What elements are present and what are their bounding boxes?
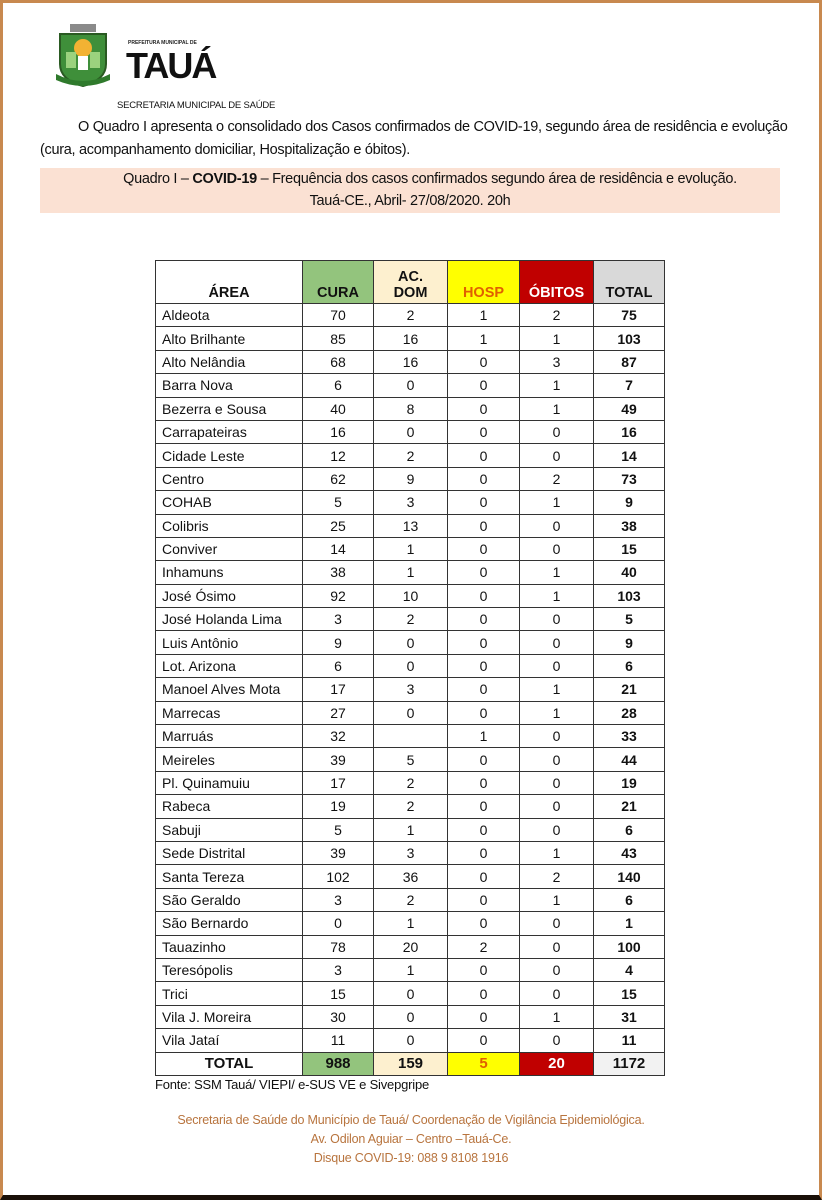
cell-cura: 5 (303, 491, 374, 514)
cell-cura: 5 (303, 818, 374, 841)
cell-acdom: 0 (374, 1005, 448, 1028)
cell-total: 103 (594, 327, 665, 350)
table-row (156, 678, 665, 701)
cell-acdom: 2 (374, 444, 448, 467)
cell-acdom: 16 (374, 327, 448, 350)
cell-acdom: 16 (374, 350, 448, 373)
cell-cura: 19 (303, 795, 374, 818)
cell-cura: 11 (303, 1029, 374, 1052)
caption-suffix: – Frequência dos casos confirmados segundo área de residência e evolução. (256, 171, 737, 187)
cell-acdom: 0 (374, 654, 448, 677)
table-row (156, 537, 665, 560)
table-row (156, 818, 665, 841)
footer-line3: Disque COVID-19: 088 9 8108 1916 (313, 1151, 509, 1165)
cell-hosp: 0 (448, 841, 520, 864)
table-row (156, 327, 665, 350)
table-row (156, 584, 665, 607)
table-row (156, 350, 665, 373)
cell-cura: 3 (303, 608, 374, 631)
cell-obitos: 1 (520, 327, 594, 350)
cell-acdom: 1 (374, 537, 448, 560)
cell-cura: 14 (303, 537, 374, 560)
cell-total: 38 (594, 514, 665, 537)
table-row (156, 912, 665, 935)
cell-obitos: 3 (520, 350, 594, 373)
cell-obitos: 0 (520, 982, 594, 1005)
cell-area: Vila Jataí (156, 1029, 303, 1052)
cell-cura: 30 (303, 1005, 374, 1028)
cell-total: 15 (594, 982, 665, 1005)
cell-obitos: 1 (520, 888, 594, 911)
cell-total: 75 (594, 304, 665, 327)
cell-obitos: 1 (520, 561, 594, 584)
cell-total: 140 (594, 865, 665, 888)
cell-obitos: 0 (520, 935, 594, 958)
table-row (156, 561, 665, 584)
table-row (156, 304, 665, 327)
header-acdom-line1: AC. (398, 269, 423, 285)
cell-cura: 3 (303, 958, 374, 981)
cell-cura: 85 (303, 327, 374, 350)
table-row (156, 444, 665, 467)
header-hosp: HOSP (448, 261, 520, 304)
coat-of-arms-icon (56, 22, 246, 92)
cell-cura: 62 (303, 467, 374, 490)
cell-obitos: 0 (520, 748, 594, 771)
source-note: Fonte: SSM Tauá/ VIEPI/ e-SUS VE e Sivepgripe (155, 1077, 430, 1092)
table-row (156, 491, 665, 514)
table-row (156, 374, 665, 397)
cell-cura: 17 (303, 771, 374, 794)
cell-total: 4 (594, 958, 665, 981)
cell-total: 87 (594, 350, 665, 373)
cell-hosp: 0 (448, 514, 520, 537)
cell-total: 9 (594, 631, 665, 654)
cell-area: Conviver (156, 537, 303, 560)
cell-acdom: 0 (374, 701, 448, 724)
cell-hosp: 0 (448, 584, 520, 607)
cell-hosp: 0 (448, 420, 520, 443)
cell-cura: 0 (303, 912, 374, 935)
cell-hosp: 0 (448, 748, 520, 771)
cell-hosp: 0 (448, 982, 520, 1005)
cell-obitos: 0 (520, 537, 594, 560)
cell-obitos: 0 (520, 725, 594, 748)
cell-total: 11 (594, 1029, 665, 1052)
cell-cura: 40 (303, 397, 374, 420)
cell-obitos: 0 (520, 795, 594, 818)
cell-hosp: 0 (448, 818, 520, 841)
cell-area: Santa Tereza (156, 865, 303, 888)
cell-area: São Bernardo (156, 912, 303, 935)
cell-obitos: 0 (520, 1029, 594, 1052)
cell-acdom: 0 (374, 631, 448, 654)
cell-area: Lot. Arizona (156, 654, 303, 677)
header-total: TOTAL (594, 261, 665, 304)
prefeitura-logo (56, 22, 246, 92)
cell-acdom: 3 (374, 841, 448, 864)
table-total-row (156, 1052, 665, 1075)
cell-total: 14 (594, 444, 665, 467)
cell-obitos: 1 (520, 374, 594, 397)
cell-area: Colibris (156, 514, 303, 537)
cell-acdom: 0 (374, 374, 448, 397)
cell-area: Manoel Alves Mota (156, 678, 303, 701)
cell-total: 6 (594, 888, 665, 911)
caption-prefix: Quadro I – (123, 171, 193, 187)
cell-obitos: 0 (520, 631, 594, 654)
cell-acdom: 0 (374, 420, 448, 443)
cell-area: COHAB (156, 491, 303, 514)
cell-cura: 16 (303, 420, 374, 443)
cell-total: 31 (594, 1005, 665, 1028)
cell-acdom: 0 (374, 1029, 448, 1052)
cell-total: 1 (594, 912, 665, 935)
cell-cura: 32 (303, 725, 374, 748)
table-row (156, 654, 665, 677)
table-row (156, 888, 665, 911)
cell-area: José Ósimo (156, 584, 303, 607)
cell-obitos: 1 (520, 491, 594, 514)
cell-acdom: 1 (374, 912, 448, 935)
cell-hosp: 0 (448, 608, 520, 631)
cell-cura: 92 (303, 584, 374, 607)
cell-acdom: 10 (374, 584, 448, 607)
cell-total: 21 (594, 795, 665, 818)
cell-cura: 6 (303, 654, 374, 677)
secretaria-label: SECRETARIA MUNICIPAL DE SAÚDE (117, 100, 276, 111)
cell-area: Tauazinho (156, 935, 303, 958)
footer (0, 1111, 822, 1168)
table-row (156, 1029, 665, 1052)
table-row (156, 701, 665, 724)
cell-hosp: 0 (448, 631, 520, 654)
cell-acdom: 36 (374, 865, 448, 888)
cell-obitos: 0 (520, 420, 594, 443)
cell-total: 21 (594, 678, 665, 701)
cell-hosp: 0 (448, 537, 520, 560)
cell-hosp: 0 (448, 1005, 520, 1028)
cell-cura: 9 (303, 631, 374, 654)
cell-area: Sede Distrital (156, 841, 303, 864)
total-cura: 988 (303, 1052, 374, 1075)
cell-area: Trici (156, 982, 303, 1005)
table-header-row (156, 261, 665, 304)
header-obitos: ÓBITOS (520, 261, 594, 304)
cell-obitos: 0 (520, 444, 594, 467)
cell-hosp: 0 (448, 771, 520, 794)
table-row (156, 865, 665, 888)
cell-acdom: 2 (374, 304, 448, 327)
cell-total: 9 (594, 491, 665, 514)
cell-hosp: 0 (448, 467, 520, 490)
cell-area: Centro (156, 467, 303, 490)
table-row (156, 982, 665, 1005)
cell-cura: 70 (303, 304, 374, 327)
cell-total: 16 (594, 420, 665, 443)
table-row (156, 631, 665, 654)
cell-acdom: 20 (374, 935, 448, 958)
cell-total: 103 (594, 584, 665, 607)
cell-total: 6 (594, 818, 665, 841)
cell-area: Cidade Leste (156, 444, 303, 467)
intro-paragraph: O Quadro I apresenta o consolidado dos Casos confirmados de COVID-19, segundo área de residência e evolução (cura, acompanhamento domiciliar, Hospitalização e óbitos). (40, 119, 788, 158)
cell-hosp: 0 (448, 865, 520, 888)
cell-hosp: 0 (448, 912, 520, 935)
cell-cura: 3 (303, 888, 374, 911)
cell-total: 15 (594, 537, 665, 560)
svg-text:PREFEITURA MUNICIPAL DE: PREFEITURA MUNICIPAL DE (128, 40, 197, 46)
cell-area: Aldeota (156, 304, 303, 327)
table-row (156, 795, 665, 818)
cases-table (155, 260, 665, 1076)
cell-acdom: 9 (374, 467, 448, 490)
cell-acdom: 5 (374, 748, 448, 771)
cell-acdom: 8 (374, 397, 448, 420)
table-caption (40, 168, 780, 213)
cell-area: Teresópolis (156, 958, 303, 981)
cell-total: 19 (594, 771, 665, 794)
cell-cura: 27 (303, 701, 374, 724)
cell-acdom: 1 (374, 561, 448, 584)
cell-cura: 15 (303, 982, 374, 1005)
caption-line2: Tauá-CE., Abril- 27/08/2020. 20h (309, 193, 511, 209)
table-row (156, 771, 665, 794)
table-row (156, 514, 665, 537)
cell-area: Carrapateiras (156, 420, 303, 443)
cell-hosp: 0 (448, 397, 520, 420)
cell-area: Inhamuns (156, 561, 303, 584)
cell-area: Alto Nelândia (156, 350, 303, 373)
cell-area: São Geraldo (156, 888, 303, 911)
cell-area: Barra Nova (156, 374, 303, 397)
cell-hosp: 1 (448, 327, 520, 350)
cell-area: Vila J. Moreira (156, 1005, 303, 1028)
cell-cura: 39 (303, 841, 374, 864)
cell-area: Sabuji (156, 818, 303, 841)
footer-line1: Secretaria de Saúde do Município de Tauá/ Coordenação de Vigilância Epidemiológica. (177, 1113, 645, 1127)
cell-hosp: 1 (448, 304, 520, 327)
cell-total: 44 (594, 748, 665, 771)
table-row (156, 608, 665, 631)
cell-obitos: 0 (520, 771, 594, 794)
cell-total: 43 (594, 841, 665, 864)
cell-obitos: 1 (520, 1005, 594, 1028)
header-area: ÁREA (156, 261, 303, 304)
header-cura: CURA (303, 261, 374, 304)
cell-acdom (374, 725, 448, 748)
cell-cura: 78 (303, 935, 374, 958)
cell-hosp: 0 (448, 1029, 520, 1052)
table-row (156, 958, 665, 981)
cell-total: 100 (594, 935, 665, 958)
cell-cura: 12 (303, 444, 374, 467)
svg-text:TAUÁ: TAUÁ (126, 45, 216, 86)
cell-hosp: 0 (448, 795, 520, 818)
cell-acdom: 3 (374, 678, 448, 701)
cell-total: 33 (594, 725, 665, 748)
cell-hosp: 0 (448, 678, 520, 701)
cell-hosp: 0 (448, 561, 520, 584)
cell-cura: 17 (303, 678, 374, 701)
cell-acdom: 0 (374, 982, 448, 1005)
cell-acdom: 2 (374, 771, 448, 794)
cell-obitos: 2 (520, 304, 594, 327)
cell-obitos: 1 (520, 678, 594, 701)
caption-bold: COVID-19 (192, 171, 257, 187)
table-row (156, 420, 665, 443)
cell-total: 49 (594, 397, 665, 420)
cell-obitos: 1 (520, 584, 594, 607)
total-area: TOTAL (156, 1052, 303, 1075)
cell-cura: 38 (303, 561, 374, 584)
cell-hosp: 0 (448, 444, 520, 467)
cell-obitos: 0 (520, 514, 594, 537)
cell-acdom: 1 (374, 818, 448, 841)
cell-obitos: 1 (520, 397, 594, 420)
cell-hosp: 0 (448, 654, 520, 677)
cell-hosp: 0 (448, 701, 520, 724)
header-acdom-line2: DOM (393, 285, 428, 301)
cell-obitos: 0 (520, 958, 594, 981)
cell-total: 6 (594, 654, 665, 677)
cell-obitos: 1 (520, 701, 594, 724)
cell-total: 73 (594, 467, 665, 490)
cell-obitos: 0 (520, 608, 594, 631)
cell-total: 28 (594, 701, 665, 724)
cell-acdom: 2 (374, 888, 448, 911)
table-row (156, 467, 665, 490)
table-body (156, 304, 665, 1076)
cell-cura: 25 (303, 514, 374, 537)
cell-hosp: 0 (448, 491, 520, 514)
cell-cura: 102 (303, 865, 374, 888)
cell-area: Meireles (156, 748, 303, 771)
cell-obitos: 0 (520, 912, 594, 935)
cell-acdom: 13 (374, 514, 448, 537)
cell-acdom: 2 (374, 795, 448, 818)
total-total: 1172 (594, 1052, 665, 1075)
cell-hosp: 0 (448, 350, 520, 373)
table-row (156, 1005, 665, 1028)
cell-area: Rabeca (156, 795, 303, 818)
cell-area: Bezerra e Sousa (156, 397, 303, 420)
cell-obitos: 1 (520, 841, 594, 864)
cell-hosp: 1 (448, 725, 520, 748)
cell-total: 40 (594, 561, 665, 584)
table-row (156, 748, 665, 771)
header-acdom (374, 261, 448, 304)
table-row (156, 935, 665, 958)
cell-acdom: 3 (374, 491, 448, 514)
cell-area: Luis Antônio (156, 631, 303, 654)
cell-cura: 39 (303, 748, 374, 771)
footer-line2: Av. Odilon Aguiar – Centro –Tauá-Ce. (310, 1132, 512, 1146)
cell-acdom: 1 (374, 958, 448, 981)
table-row (156, 725, 665, 748)
total-acdom: 159 (374, 1052, 448, 1075)
cell-obitos: 0 (520, 818, 594, 841)
cell-area: Pl. Quinamuiu (156, 771, 303, 794)
cell-area: José Holanda Lima (156, 608, 303, 631)
cell-obitos: 0 (520, 654, 594, 677)
total-hosp: 5 (448, 1052, 520, 1075)
cell-area: Marrecas (156, 701, 303, 724)
cell-hosp: 2 (448, 935, 520, 958)
cell-hosp: 0 (448, 374, 520, 397)
cell-total: 5 (594, 608, 665, 631)
cell-total: 7 (594, 374, 665, 397)
cell-cura: 68 (303, 350, 374, 373)
cell-area: Marruás (156, 725, 303, 748)
table-row (156, 397, 665, 420)
table-row (156, 841, 665, 864)
cell-acdom: 2 (374, 608, 448, 631)
cell-hosp: 0 (448, 958, 520, 981)
cell-obitos: 2 (520, 467, 594, 490)
cell-hosp: 0 (448, 888, 520, 911)
cell-area: Alto Brilhante (156, 327, 303, 350)
cell-obitos: 2 (520, 865, 594, 888)
cell-cura: 6 (303, 374, 374, 397)
total-obitos: 20 (520, 1052, 594, 1075)
